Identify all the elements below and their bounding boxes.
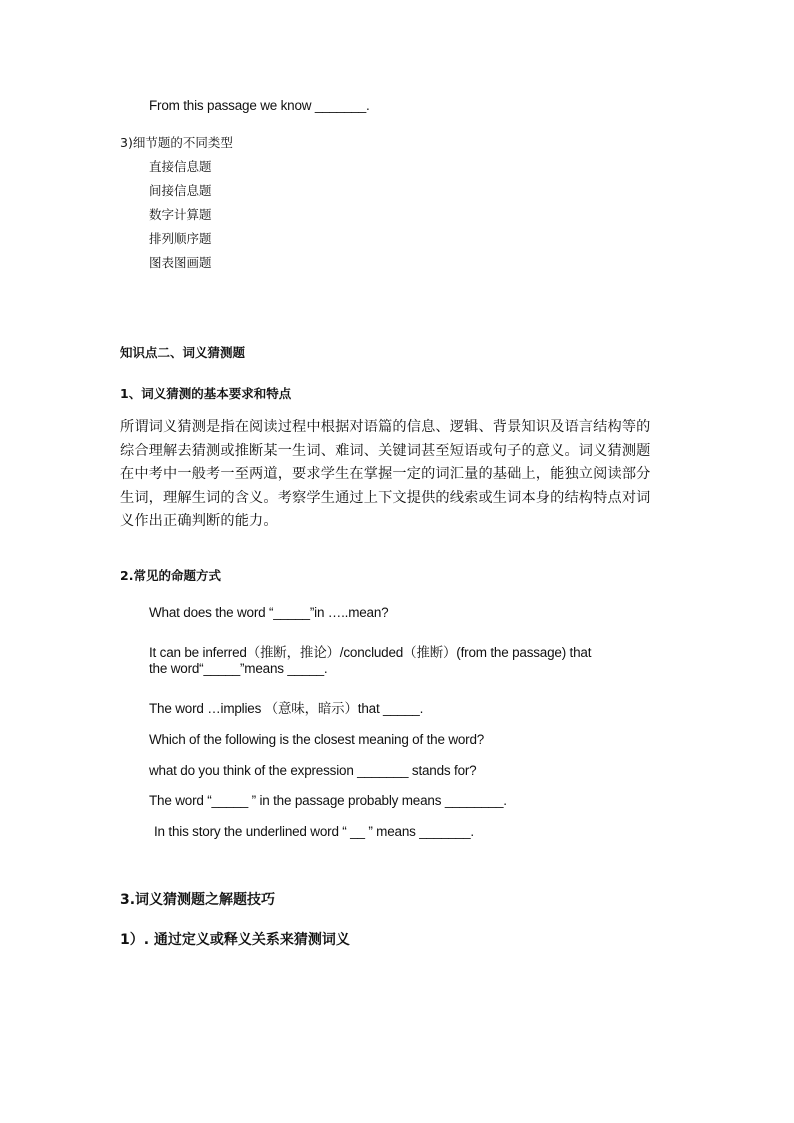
detail-type-item: 直接信息题 — [149, 159, 212, 174]
subheading-question-forms: 2.常见的命题方式 — [120, 568, 221, 583]
subheading-requirements: 1、词义猜测的基本要求和特点 — [120, 386, 292, 401]
paragraph-line: 所谓词义猜测是指在阅读过程中根据对语篇的信息、逻辑、背景知识及语言结构等的 — [120, 419, 651, 435]
detail-type-item: 排列顺序题 — [149, 231, 212, 246]
section-title: 知识点二、词义猜测题 — [120, 345, 246, 360]
paragraph-line: 义作出正确判断的能力。 — [120, 513, 278, 529]
question-form: It can be inferred（推断，推论）/concluded（推断）(from the passage) that — [149, 645, 592, 660]
paragraph-line: 在中考中一般考一至两道，要求学生在掌握一定的词汇量的基础上，能独立阅读部分 — [120, 466, 651, 482]
question-form: What does the word “_____”in …..mean? — [149, 605, 389, 620]
question-form: the word“_____”means _____. — [149, 661, 328, 676]
detail-types-heading: 3)细节题的不同类型 — [120, 135, 233, 150]
detail-type-item: 数字计算题 — [149, 207, 212, 222]
question-form: what do you think of the expression _______ stands for? — [149, 763, 477, 778]
subheading-techniques: 3.词义猜测题之解题技巧 — [120, 892, 276, 908]
question-form: The word “_____ ” in the passage probably means ________. — [149, 793, 507, 808]
question-form: The word …implies （意味，暗示）that _____. — [149, 701, 424, 716]
paragraph-line: 生词，理解生词的含义。考察学生通过上下文提供的线索或生词本身的结构特点对词 — [120, 489, 651, 506]
top-line: From this passage we know _______. — [149, 98, 370, 113]
question-form: Which of the following is the closest meaning of the word? — [149, 732, 485, 747]
intro-paragraph — [120, 416, 680, 534]
detail-type-item: 图表图画题 — [149, 255, 212, 270]
paragraph-line: 综合理解去猜测或推断某一生词、难词、关键词甚至短语或句子的意义。词义猜测题 — [120, 442, 651, 459]
detail-type-item: 间接信息题 — [149, 183, 212, 198]
subheading-definition: 1）. 通过定义或释义关系来猜测词义 — [120, 932, 350, 948]
question-form: In this story the underlined word “ __ ” means _______. — [154, 824, 474, 839]
